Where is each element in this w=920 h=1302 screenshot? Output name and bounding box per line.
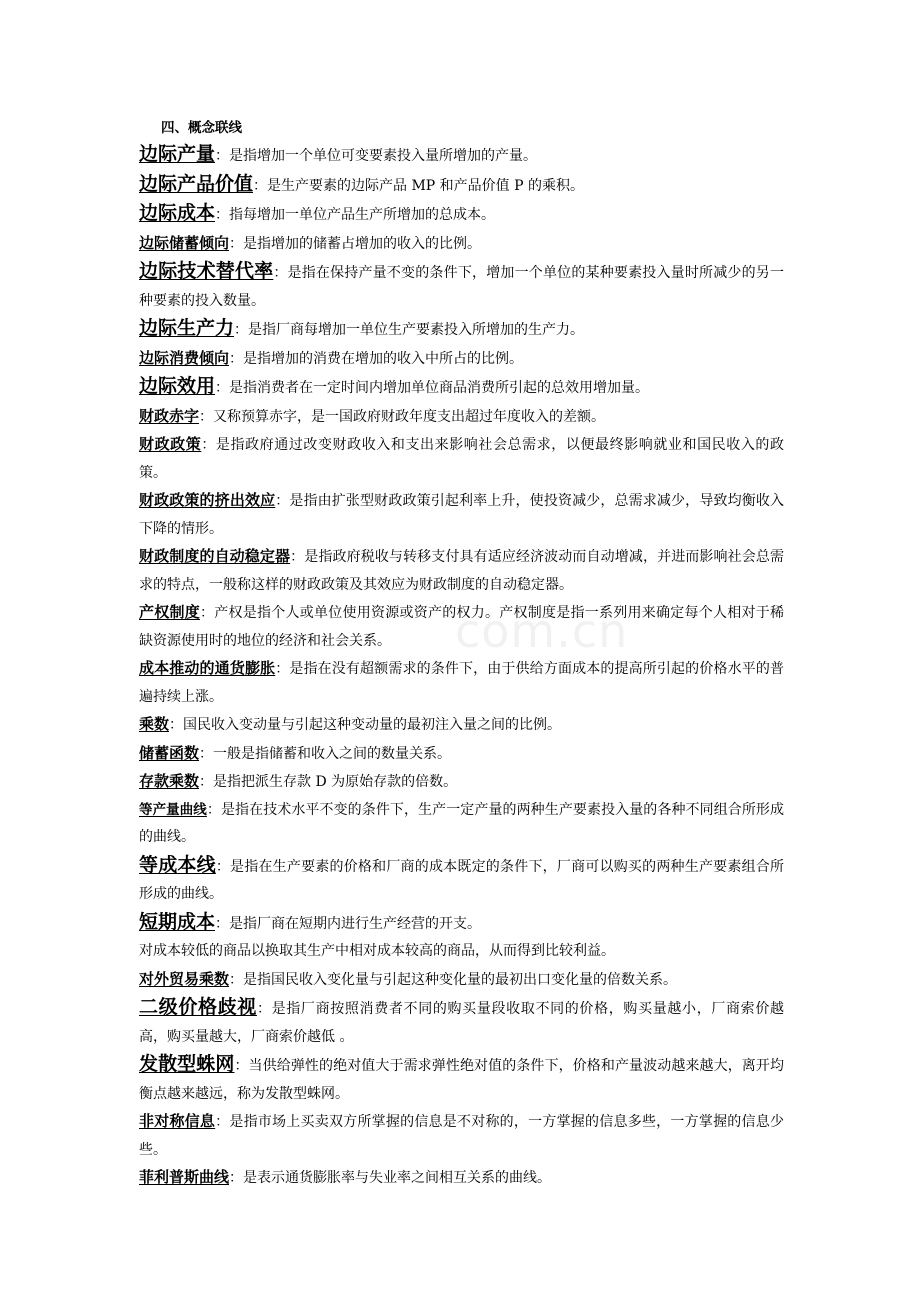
definition: ：是指厂商按照消费者不同的购买量段收取不同的价格，购买量越小，厂商索价越高，购买量越大，厂商索价越低 。 (139, 1001, 784, 1045)
term: 菲利普斯曲线 (139, 1168, 230, 1186)
definition: ：是指政府税收与转移支付具有适应经济波动而自动增减，并进而影响社会总需求的特点，一般称这样的财政政策及其效应为财政制度的自动稳定器。 (139, 549, 784, 593)
term: 储蓄函数 (139, 743, 200, 762)
definition: ：是指政府通过改变财政收入和支出来影响社会总需求，以便最终影响就业和国民收入的政策。 (139, 437, 784, 481)
entry-property-rights (139, 599, 784, 655)
term: 财政政策的挤出效应 (139, 491, 276, 509)
definition: ：是指在生产要素的价格和厂商的成本既定的条件下，厂商可以购买的两种生产要素组合所形成的曲线。 (139, 858, 784, 902)
term: 边际产量 (139, 143, 216, 165)
entry-foreign-trade-multiplier (139, 966, 784, 995)
definition: ：是表示通货膨胀率与失业率之间相互关系的曲线。 (229, 1170, 552, 1186)
definition: ：是指增加一个单位可变要素投入量所增加的产量。 (215, 148, 538, 164)
entry-marginal-product-value (139, 171, 784, 201)
entry-deposit-multiplier (139, 768, 784, 797)
term: 边际效用 (139, 375, 216, 397)
definition: ：是指把派生存款 D 为原始存款的倍数。 (199, 774, 458, 790)
entry-crowding-out (139, 487, 784, 543)
definition: ：是指消费者在一定时间内增加单位商品消费所引起的总效用增加量。 (215, 380, 650, 396)
entry-marginal-propensity-consume (139, 345, 784, 374)
entry-marginal-productivity (139, 315, 784, 345)
section-title: 四、概念联线 (161, 120, 242, 136)
entry-automatic-stabilizer (139, 543, 784, 599)
entry-short-run-cost (139, 909, 784, 939)
definition: ：是指厂商在短期内进行生产经营的开支。 (215, 915, 482, 932)
definition: ：是指由扩张型财政政策引起利率上升，使投资减少，总需求减少，导致均衡收入下降的情形。 (139, 493, 784, 537)
term: 短期成本 (139, 910, 216, 933)
term: 边际成本 (139, 202, 216, 224)
definition: ：指每增加一单位产品生产所增加的总成本。 (215, 207, 496, 223)
watermark: com.cn (455, 604, 629, 658)
definition: ：是指厂商每增加一单位生产要素投入所增加的生产力。 (234, 322, 585, 338)
term: 边际消费倾向 (139, 348, 230, 367)
entry-marginal-propensity-save (139, 230, 784, 259)
definition: ：是指在保持产量不变的条件下，增加一个单位的某种要素投入量时所减少的另一种要素的投入数量。 (139, 265, 784, 309)
term: 边际产品价值 (139, 172, 254, 195)
entry-fiscal-policy (139, 431, 784, 487)
entry-asymmetric-information (139, 1108, 784, 1164)
entry-isocost (139, 852, 784, 909)
term: 发散型蛛网 (139, 1053, 235, 1075)
definition: ：当供给弹性的绝对值大于需求弹性绝对值的条件下，价格和产量波动越来越大，离开均衡点越来越远，称为发散型蛛网。 (139, 1058, 784, 1102)
entry-saving-function (139, 740, 784, 769)
definition: ：是指增加的消费在增加的收入中所占的比例。 (229, 350, 524, 367)
definition: ：是指在没有超额需求的条件下，由于供给方面成本的提高所引起的价格水平的普遍持续上涨。 (139, 661, 784, 705)
entry-fiscal-deficit (139, 403, 784, 432)
term: 成本推动的通货膨胀 (139, 659, 276, 677)
entry-marginal-utility (139, 373, 784, 403)
term: 财政制度的自动稳定器 (139, 547, 291, 565)
term: 等成本线 (139, 853, 216, 876)
term: 产权制度 (139, 603, 200, 621)
term: 财政赤字 (139, 406, 200, 425)
definition: 对成本较低的商品以换取其生产中相对成本较高的商品，从而得到比较利益。 (139, 943, 615, 959)
entry-cost-push-inflation (139, 655, 784, 711)
term: 对外贸易乘数 (139, 969, 230, 988)
entry-phillips-curve (139, 1164, 784, 1193)
term: 财政政策 (139, 435, 202, 453)
entry-comparative-advantage-fragment (139, 938, 784, 966)
entry-second-degree-price-discrimination (139, 994, 784, 1051)
definition: ：是生产要素的边际产品 MP 和产品价值 P 的乘积。 (253, 177, 584, 194)
term: 二级价格歧视 (139, 996, 257, 1018)
definition: ：产权是指个人或单位使用资源或资产的权力。产权制度是指一系列用来确定每个人相对于稀缺资源使用时的地位的经济和社会关系。 (139, 605, 784, 649)
definition: ：是指在技术水平不变的条件下，生产一定产量的两种生产要素投入量的各种不同组合所形成的曲线。 (139, 801, 784, 845)
entry-marginal-product (139, 141, 784, 171)
term: 存款乘数 (139, 772, 200, 790)
entry-multiplier (139, 711, 784, 740)
definition: ：是指市场上买卖双方所掌握的信息是不对称的，一方掌握的信息多些，一方掌握的信息少些。 (139, 1114, 784, 1158)
entry-isoquant (139, 797, 784, 852)
entry-marginal-cost (139, 200, 784, 230)
entry-divergent-cobweb (139, 1051, 784, 1108)
term: 等产量曲线 (139, 801, 207, 818)
term: 非对称信息 (139, 1112, 216, 1130)
definition: ：国民收入变动量与引起这种变动量的最初注入量之间的比例。 (169, 717, 562, 733)
term: 边际储蓄倾向 (139, 233, 230, 252)
definition: ：一般是指储蓄和收入之间的数量关系。 (199, 745, 452, 762)
entry-marginal-rate-technical-substitution (139, 258, 784, 315)
term: 边际生产力 (139, 317, 235, 339)
definition: ：又称预算赤字，是一国政府财政年度支出超过年度收入的差额。 (199, 408, 606, 425)
definition: ：是指国民收入变化量与引起这种变化量的最初出口变化量的倍数关系。 (229, 971, 678, 988)
term: 边际技术替代率 (139, 260, 274, 282)
definition: ：是指增加的储蓄占增加的收入的比例。 (229, 235, 482, 252)
term: 乘数 (139, 715, 170, 733)
document-page (139, 116, 784, 1193)
